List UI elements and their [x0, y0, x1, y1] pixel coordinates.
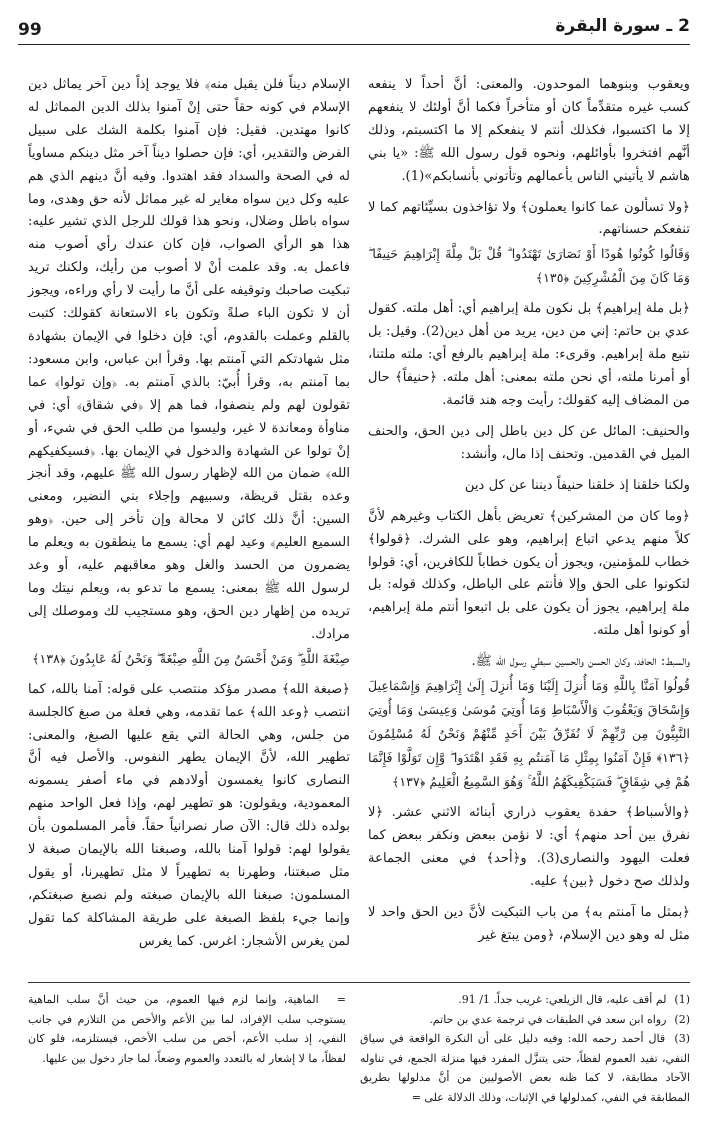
- footnote-separator: [28, 982, 690, 983]
- commentary-paragraph: ﴿صبغة الله﴾ مصدر مؤكد منتصب على قوله: آمنا بالله، كما انتصب ﴿وعد الله﴾ عما تقدمه، وهي فعلة من صبغ كالجلسة من جلس، وهي الحالة التي يقع عليها الصبغ، والمعنى: تطهير الله، لأنَّ الإيمان يطهر النفوس. والأصل فيه أنَّ النصارى كانوا يغمسون أولادهم في ماء أصفر يسمونه المعمودية، ويقولون: هو تطهير لهم، وإذا فعل الواحد منهم بولده ذلك قال: الآن صار نصرانياً حقاً. فأمر المسلمون بأن يقولوا لهم: قولوا آمنا بالله، وصبغنا الله بالإيمان صبغة لا مثل صبغتنا، وطهرنا به تطهيراً لا مثل تطهيرنا، أو يقول المسلمون: صبغنا الله بالإيمان صبغته ولم نصبغ صبغتكم، وإنما جيء بلفظ الصبغة على طريقة المشاكلة كما تقول لمن يغرس الأشجار: اغرس. كما يغرس: [28, 681, 350, 949]
- commentary-paragraph: والحنيف: المائل عن كل دين باطل إلى دين الحق، والحنف الميل في القدمين. وتحنف إذا مال، وأنشد:: [368, 423, 690, 462]
- page-header: [18, 8, 690, 48]
- footnote-text: الماهية، وإنما لزم فيها العموم، من حيث أنَّ سلب الماهية يستوجب سلب الإفراد، لما بين الأعم والأخص من التلازم في جانب النفي، إذ سلب الأعم، أخص من سلب الأخص، فيستلزمه، فلو كان لفظاً، ما لا إشعار له بالتعدد والعموم وضعاً، لما جاز دخول بين عليها.: [28, 993, 346, 1065]
- page-number: 99: [18, 20, 42, 40]
- quran-verse: وَقَالُوا كُونُوا هُودًا أَوْ نَصَارَىٰ تَهْتَدُوا ۗ قُلْ بَلْ مِلَّةَ إِبْرَاهِيمَ حَنِيفًا ۖ وَمَا كَانَ مِنَ الْمُشْرِكِينَ ﴿١٣٥﴾: [368, 246, 690, 286]
- footnote: [28, 990, 346, 1068]
- commentary-paragraph: والسبط: الحافد، وكان الحسن والحسين سبطي رسول الله ﷺ.: [471, 654, 690, 670]
- commentary-paragraph: ﴿وما كان من المشركين﴾ تعريض بأهل الكتاب وغيرهم لأنَّ كلاً منهم يدعي اتباع إبراهيم، وهو على الشرك. ﴿قولوا﴾ خطاب للمؤمنين، ويجوز أن يكون خطاباً للكافرين، أي: قولوا لتكونوا على الحق وإلا فأنتم على الباطل، وكذلك قوله: بل ملة إبراهيم، يجوز أن يكون على بل اتبعوا أنتم ملة إبراهيم، أو كونوا أهل ملته.: [368, 508, 690, 639]
- commentary-paragraph: ﴿بل ملة إبراهيم﴾ بل نكون ملة إبراهيم أي: أهل ملته. كقول عدي بن حاتم: إني من دين، يريد من أهل دين(2). وقيل: بل نتبع ملة إبراهيم. وقرىء: ملة إبراهيم بالرفع أي: ملته ملتنا، أو أمرنا ملته، أي نحن ملته بمعنى: أهل ملته. ﴿حنيفاً﴾ حال من المضاف إليه كقولك: رأيت وجه هند قائمة.: [368, 301, 690, 409]
- commentary-paragraph: ﴿والأسباط﴾ حفدة يعقوب ذراري أبنائه الاثني عشر. ﴿لا نفرق بين أحد منهم﴾ أي: لا نؤمن ببعض ونكفر ببعض كما فعلت اليهود والنصارى(3). و﴿أحد﴾ في معنى الجماعة ولذلك صح دخول ﴿بين﴾ عليه.: [368, 805, 690, 889]
- footnote-text: لم أقف عليه، قال الزيلعي: غريب جداً. 1/ 91.: [458, 993, 670, 1006]
- commentary-paragraph: ﴿ولا تسألون عما كانوا يعملون﴾ ولا تؤاخذون بسيِّئاتهم كما لا تنفعكم حسناتهم.: [368, 199, 690, 238]
- right-text-column: [368, 74, 690, 948]
- footnote-number: (3): [674, 1032, 690, 1045]
- footnotes-right-column: [360, 990, 690, 1107]
- footnote: [360, 1010, 690, 1030]
- footnotes-left-column: [28, 990, 346, 1068]
- footnote-text: قال أحمد رحمه الله: وفيه دليل على أن النكرة الواقعة في سياق النفي، تفيد العموم لفظاً، حتى يتنزَّل المفرد فيها منزلة الجمع، في تناوله الآحاد مطابقة، لا كما ظنه بعض الأصوليين من أنَّ مدلولها بطريق المطابقة في النفي، كمدلولها في الإثبات، وذلك الدلالة على =: [360, 1032, 690, 1104]
- commentary-paragraph: ولكنا خلقنا إذ خلقنا حنيفاً ديننا عن كل دين: [464, 477, 690, 493]
- commentary-paragraph: الإسلام ديناً فلن يقبل منه﴾ فلا يوجد إذاً دين آخر يماثل دين الإسلام في كونه حقاً حتى إنْ آمنوا بذلك الدين المماثل له كانوا مهتدين. فقيل: فإن آمنوا بكلمة الشك على سبيل الفرض والتقدير، أي: فإن حصلوا ديناً آخر مثل دينكم مساوياً له في الصحة والسداد فقد اهتدوا. وفيه أنَّ دينهم الذي هم عليه وكل دين سواه مغاير له غير مماثل لأنه حق وهدى، وما سواه باطل وضلال، ونحو هذا قولك للرجل الذي تشير عليه: هذا هو الرأي الصواب، فإن كان عندك رأي أصوب منه فاعمل به. وقد علمت أنْ لا أصوب من رأيك، ولكنك تريد تبكيت صاحبك وتوقيفه على أنَّ ما رأيت لا رأي وراءه، ويجوز أن لا تكون الباء صلةً وتكون باء الاستعانة كقولك: كتبت بالقلم وعملت بالقدوم، أي: فإن دخلوا في الإيمان بشهادة مثل شهادتكم التي آمنتم بها. وقرأ ابن عباس، وابن مسعود: بما آمنتم به، وقرأ أُبيّ: بالذي آمنتم به. ﴿وإن تولوا﴾ عما تقولون لهم ولم ينصفوا، فما هم إلا ﴿في شقاق﴾ أي: في مناوأة ومعاندة لا غير، وليسوا من طلب الحق في شيء، أو إنْ تولوا عن الشهادة والدخول في الإيمان بها. ﴿فسيكفيكهم الله﴾ ضمان من الله لإظهار رسول الله ﷺ عليهم، وقد أنجز وعده بقتل قريظة، وسبيهم وإجلاء بني النضير، ومعنى السين: أنَّ ذلك كائن لا محالة وإن تأخر إلى حين. ﴿وهو السميع العليم﴾ وعيد لهم أي: يسمع ما ينطقون به ويعلم ما يضمرون من الحسد والغل وهو معاقبهم عليه، أو وعد لرسول الله ﷺ بمعنى: يسمع ما تدعو به، ويعلم نيتك وما تريده من إظهار دين الحق، وهو مستجيب لك وموصلك إلى مرادك.: [28, 77, 350, 642]
- footnote-text: رواه ابن سعد في الطبقات في ترجمة عدي بن حاتم.: [429, 1012, 670, 1026]
- left-text-column: [28, 74, 350, 954]
- footnote-number: =: [336, 993, 346, 1006]
- footnote: [360, 1029, 690, 1107]
- footnote: [360, 990, 690, 1010]
- footnote-number: (1): [674, 993, 690, 1006]
- quran-verse: صِبْغَةَ اللَّهِ ۖ وَمَنْ أَحْسَنُ مِنَ اللَّهِ صِبْغَةً ۖ وَنَحْنُ لَهُ عَابِدُونَ ﴿١٣٨﴾: [32, 650, 350, 666]
- commentary-paragraph: ﴿بمثل ما آمنتم به﴾ من باب التبكيت لأنَّ دين الحق واحد لا مثل له وهو دين الإسلام، ﴿ومن يبتغ غير: [368, 904, 690, 943]
- footnote-number: (2): [674, 1012, 690, 1026]
- commentary-paragraph: ويعقوب وبنوهما الموحدون. والمعنى: أنَّ أحداً لا ينفعه كسب غيره متقدِّماً كان أو متأخراً فكما أنَّ أولئك لا ينفعهم إلا ما اكتسبوا، فكذلك أنتم لا ينفعكم إلا ما اكتسبتم، وذلك أنَّهم افتخروا بأوائلهم، ونحوه قول رسول الله ﷺ: «يا بني هاشم لا يأتيني الناس بأعمالهم وتأتوني بأنسابكم»(1).: [368, 77, 690, 184]
- header-rule: [18, 44, 690, 45]
- surah-title: 2 ـ سورة البقرة: [555, 16, 690, 36]
- quran-verse: قُولُوا آمَنَّا بِاللَّهِ وَمَا أُنزِلَ إِلَيْنَا وَمَا أُنزِلَ إِلَىٰ إِبْرَاهِيمَ وَإِسْمَاعِيلَ وَإِسْحَاقَ وَيَعْقُوبَ وَالْأَسْبَاطِ وَمَا أُوتِيَ مُوسَىٰ وَعِيسَىٰ وَمَا أُوتِيَ النَّبِيُّونَ مِن رَّبِّهِمْ لَا نُفَرِّقُ بَيْنَ أَحَدٍ مِّنْهُمْ وَنَحْنُ لَهُ مُسْلِمُونَ ﴿١٣٦﴾ فَإِنْ آمَنُوا بِمِثْلِ مَا آمَنتُم بِهِ فَقَدِ اهْتَدَوا ۖ وَّإِن تَوَلَّوْا فَإِنَّمَا هُمْ فِي شِقَاقٍ ۖ فَسَيَكْفِيكَهُمُ اللَّهُ ۚ وَهُوَ السَّمِيعُ الْعَلِيمُ ﴿١٣٧﴾: [368, 678, 690, 790]
